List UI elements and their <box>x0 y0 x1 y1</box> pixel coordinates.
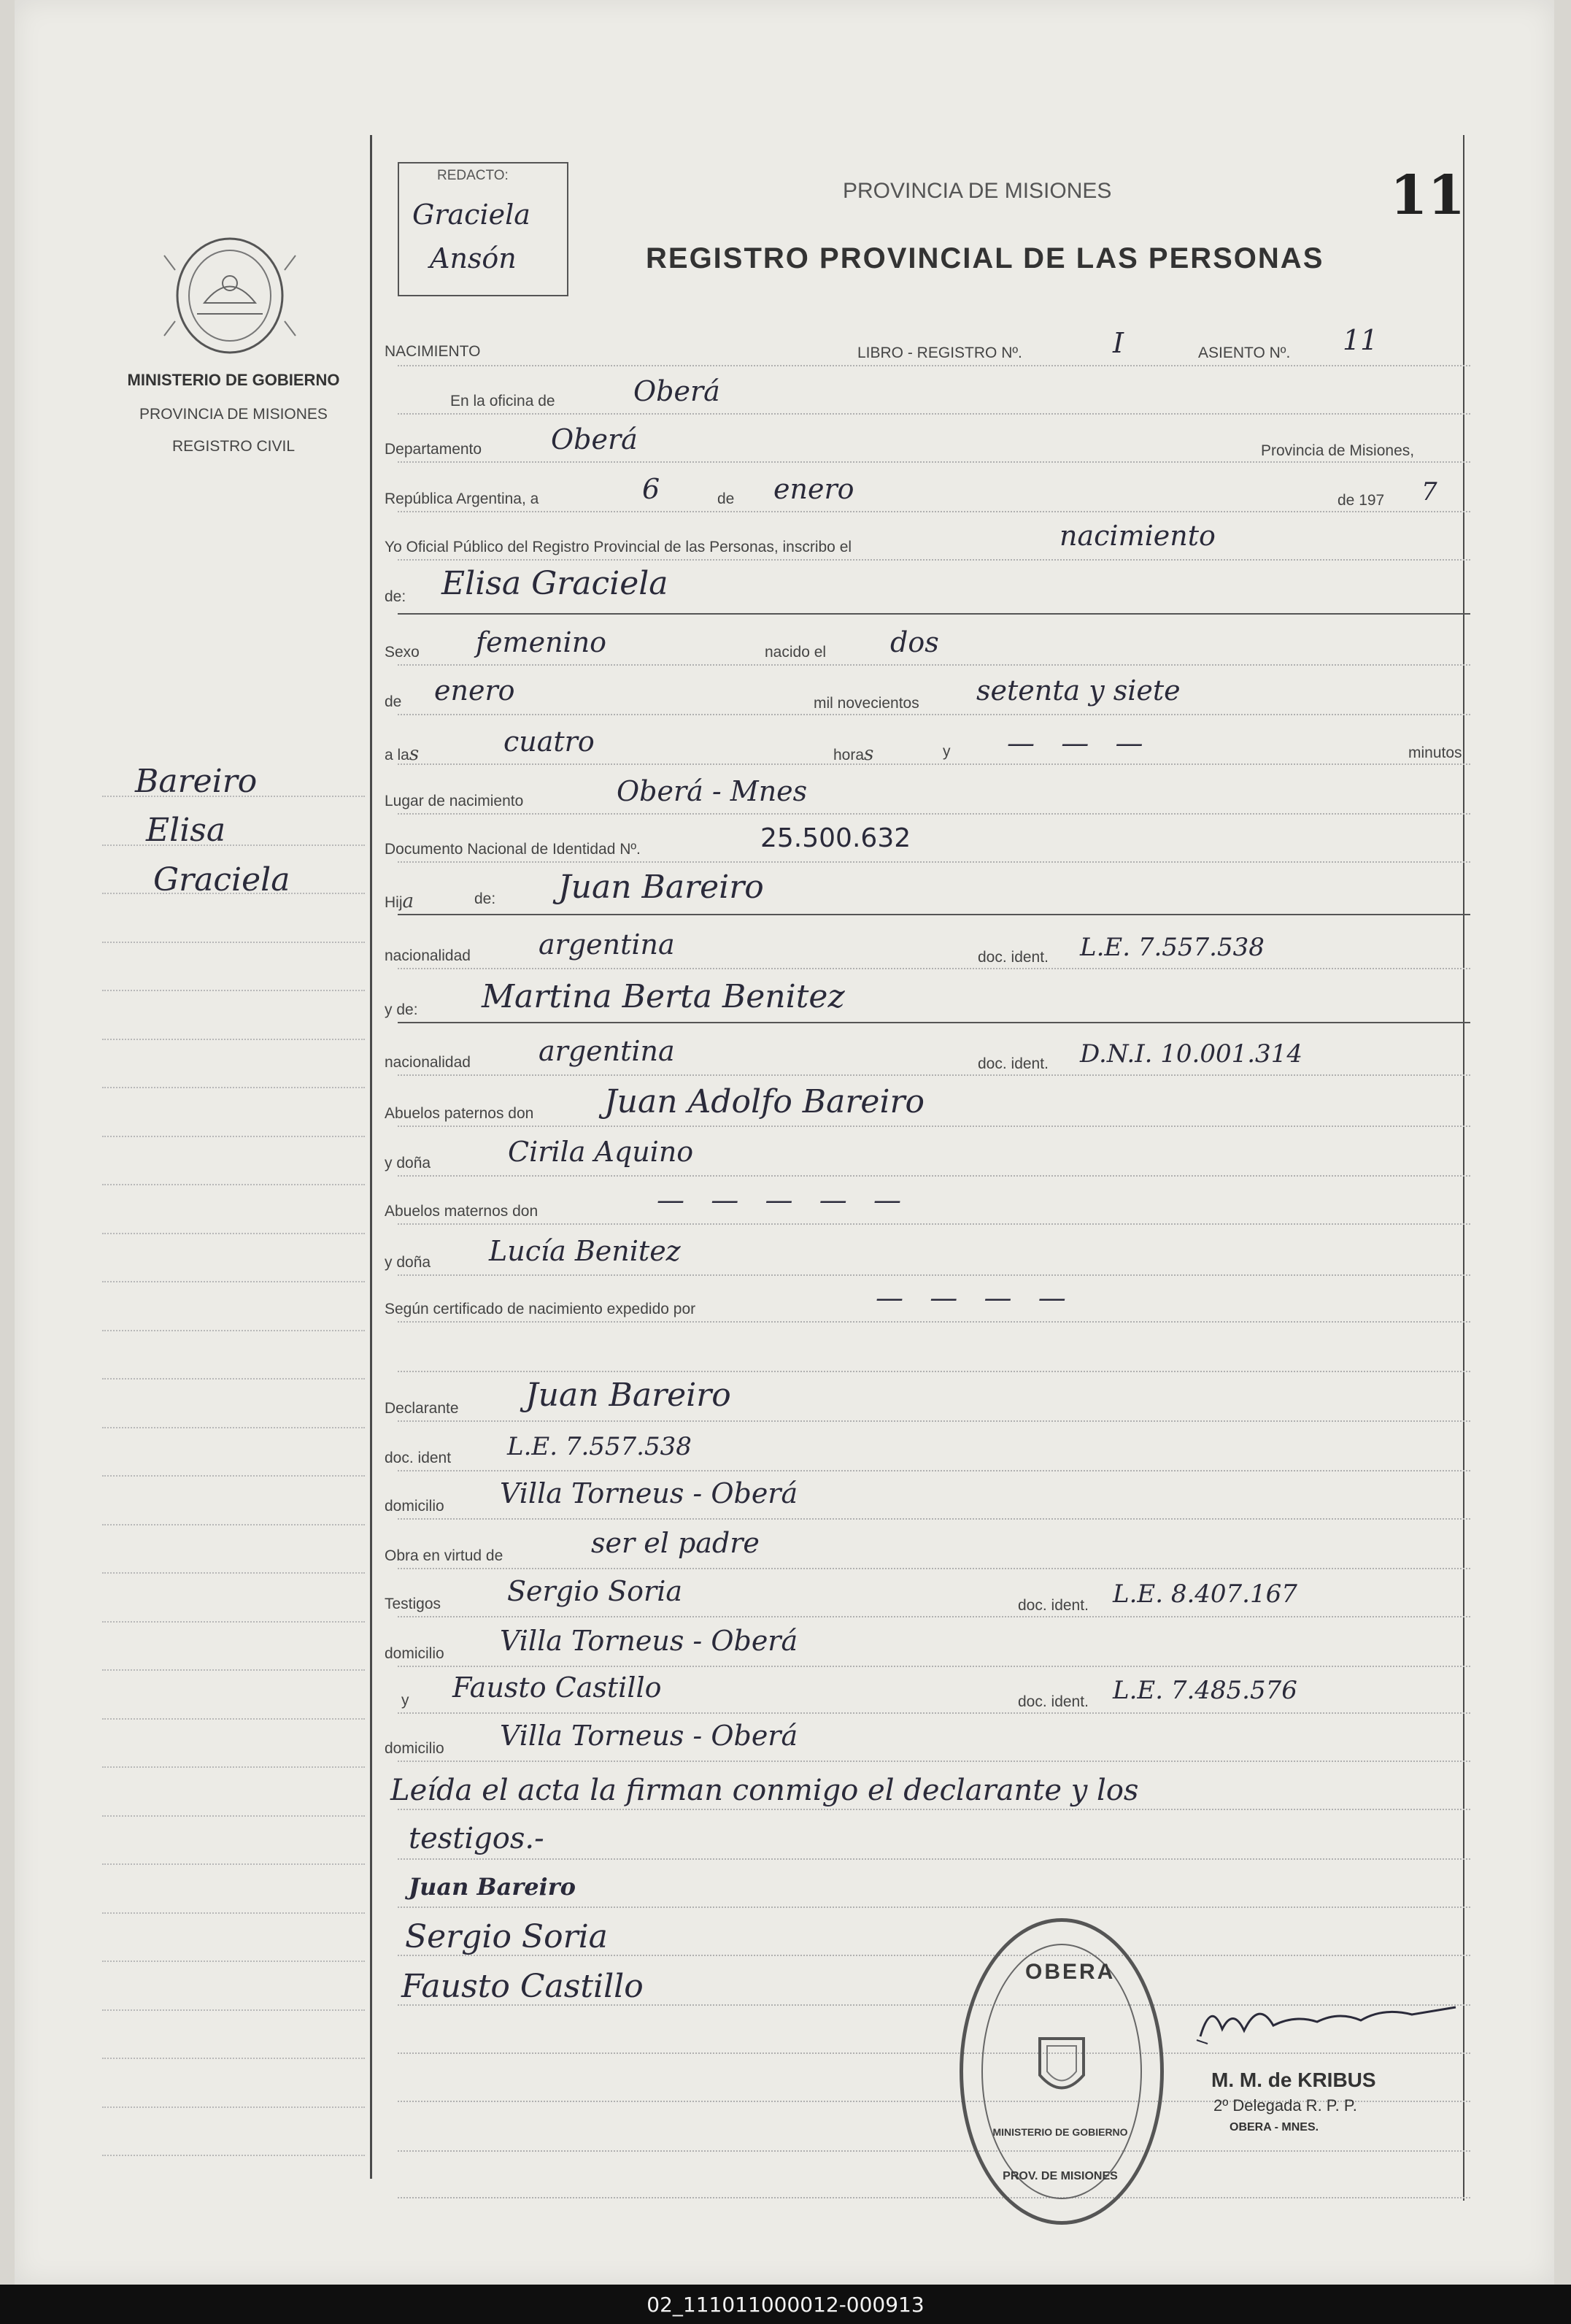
domicilio2-label: domicilio <box>385 1645 444 1662</box>
tdoc2-value: L.E. 7.485.576 <box>1113 1676 1297 1705</box>
margin-rule-line <box>102 1524 365 1525</box>
libro-label: LIBRO - REGISTRO Nº. <box>857 345 1022 361</box>
signature-testigo1: Sergio Soria <box>405 1918 608 1955</box>
margin-rule-line <box>102 942 365 943</box>
anio-value: 7 <box>1421 477 1437 507</box>
nac1-label: nacionalidad <box>385 947 471 964</box>
nacido-label: nacido el <box>765 644 827 661</box>
margin-rule-line <box>102 1233 365 1234</box>
official-signature <box>1193 1985 1463 2051</box>
margin-rule-line <box>102 2106 365 2108</box>
official-place: OBERA - MNES. <box>1230 2121 1319 2133</box>
form-rule-line <box>398 2150 1470 2152</box>
madre-value: Martina Berta Benitez <box>482 978 845 1015</box>
signature-declarante: Juan Bareiro <box>409 1873 576 1901</box>
domicilio2-value: Villa Torneus - Oberá <box>500 1625 798 1657</box>
margin-rule-line <box>102 1475 365 1477</box>
abm-label: Abuelos maternos don <box>385 1203 539 1220</box>
margin-rule-line <box>102 1669 365 1671</box>
doc1-value: L.E. 7.557.538 <box>1080 933 1265 962</box>
margin-note-surname: Bareiro <box>135 763 258 800</box>
doc1-label: doc. ident. <box>978 949 1049 966</box>
tdoc1-label: doc. ident. <box>1018 1597 1089 1614</box>
doc2-label: doc. ident. <box>978 1055 1049 1072</box>
ydona1-label: y doña <box>385 1155 431 1171</box>
form-rule-line <box>398 1518 1470 1520</box>
margin-rule-line <box>102 1621 365 1623</box>
form-rule-line <box>398 2197 1470 2198</box>
margin-rule-line <box>102 796 365 797</box>
oficial-value: nacimiento <box>1059 520 1216 552</box>
form-rule-line <box>398 813 1470 815</box>
margin-rule-line <box>102 1330 365 1331</box>
nombre-value: Elisa Graciela <box>441 565 668 602</box>
form-rule-line <box>398 1274 1470 1276</box>
sexo-value: femenino <box>476 626 607 658</box>
form-rule-line <box>398 664 1470 666</box>
form-rule-line <box>398 763 1470 765</box>
anio-label: de 197 <box>1338 492 1385 509</box>
nac1-value: argentina <box>539 928 675 961</box>
form-rule-line <box>398 1712 1470 1714</box>
form-rule-line <box>398 1906 1470 1908</box>
redacto-label: REDACTO: <box>437 168 509 183</box>
abm-value: — — — — — <box>657 1184 901 1216</box>
nac2-value: argentina <box>539 1035 675 1067</box>
minutos-dashes: — — — <box>1007 727 1143 759</box>
testigos-label: Testigos <box>385 1596 441 1612</box>
stamp-ministerio: MINISTERIO DE GOBIERNO <box>992 2126 1128 2138</box>
right-margin-rule <box>1463 135 1464 2201</box>
margin-note-first-name: Elisa <box>146 812 226 849</box>
margin-rule-line <box>102 1039 365 1040</box>
mes-value: enero <box>773 473 854 505</box>
margin-rule-line <box>102 844 365 846</box>
de3-label: de <box>385 693 402 710</box>
form-rule-line <box>398 714 1470 715</box>
oficina-label: En la oficina de <box>450 393 555 409</box>
form-rule-line <box>398 461 1470 463</box>
image-caption: 02_111011000012-000913 <box>646 2292 925 2317</box>
oficial-label: Yo Oficial Público del Registro Provincial de las Personas, inscribo el <box>385 539 852 555</box>
testigo1-value: Sergio Soria <box>507 1575 683 1607</box>
domicilio3-value: Villa Torneus - Oberá <box>500 1720 798 1752</box>
dia-value: 6 <box>642 473 660 505</box>
asiento-label: ASIENTO Nº. <box>1198 345 1291 361</box>
docident-label: doc. ident <box>385 1450 452 1466</box>
hora-value: cuatro <box>503 726 595 758</box>
form-rule-line <box>398 1666 1470 1667</box>
form-rule-line <box>398 1616 1470 1617</box>
form-rule-line <box>398 1126 1470 1127</box>
form-rule-line <box>398 861 1470 863</box>
form-rule-line <box>398 1420 1470 1422</box>
asiento-value: 11 <box>1343 324 1378 356</box>
margin-rule-line <box>102 1718 365 1720</box>
y-label: y <box>943 743 951 760</box>
dni-value: 25.500.632 <box>760 823 911 853</box>
abp-label: Abuelos paternos don <box>385 1105 534 1122</box>
stamp-shield-icon <box>1036 2031 1087 2104</box>
form-rule-line <box>398 1175 1470 1177</box>
margin-rule-line <box>102 1815 365 1817</box>
declarante-label: Declarante <box>385 1400 459 1417</box>
docident-value: L.E. 7.557.538 <box>507 1432 692 1461</box>
de2-label: de: <box>385 588 406 605</box>
segun-value: — — — — <box>876 1282 1066 1314</box>
form-rule-line <box>398 1809 1470 1810</box>
hija-label: Hija <box>385 890 414 912</box>
alas-label: a las <box>385 743 420 765</box>
tdoc1-value: L.E. 8.407.167 <box>1113 1580 1297 1609</box>
testigo2-value: Fausto Castillo <box>452 1671 662 1704</box>
document-page <box>15 0 1554 2285</box>
obra-label: Obra en virtud de <box>385 1547 503 1564</box>
form-rule-line <box>398 413 1470 415</box>
margin-rule-line <box>102 2058 365 2059</box>
header-province: PROVINCIA DE MISIONES <box>843 179 1112 203</box>
margin-note-middle-name: Graciela <box>153 861 290 899</box>
header-title: REGISTRO PROVINCIAL DE LAS PERSONAS <box>646 242 1324 274</box>
nacido-value: dos <box>890 626 939 658</box>
republica-label: República Argentina, a <box>385 490 539 507</box>
departamento-value: Oberá <box>551 423 638 455</box>
ydona2-value: Lucía Benitez <box>489 1235 681 1267</box>
form-rule-line <box>398 559 1470 561</box>
form-rule-line <box>398 511 1470 512</box>
provincia-suffix: Provincia de Misiones, <box>1261 442 1415 459</box>
page-number: 11 <box>1390 164 1465 227</box>
de-label: de <box>717 490 735 507</box>
domicilio1-label: domicilio <box>385 1498 444 1515</box>
stamp-name: OBERA <box>1025 1960 1116 1984</box>
province-seal-icon <box>161 226 299 358</box>
form-rule-line <box>398 968 1470 969</box>
segun-label: Según certificado de nacimiento expedido por <box>385 1301 696 1317</box>
form-rule-line <box>398 914 1470 915</box>
obra-value: ser el padre <box>591 1527 760 1559</box>
signature-testigo2: Fausto Castillo <box>401 1968 644 2005</box>
form-rule-line <box>398 365 1470 366</box>
margin-rule-line <box>102 1378 365 1380</box>
oficina-value: Oberá <box>633 375 720 407</box>
sidebar-province: PROVINCIA DE MISIONES <box>139 406 328 423</box>
form-rule-line <box>398 1223 1470 1225</box>
closing-statement-line2: testigos.- <box>409 1822 544 1855</box>
form-rule-line <box>398 1761 1470 1762</box>
form-rule-line <box>398 1371 1470 1372</box>
dni-label: Documento Nacional de Identidad Nº. <box>385 841 641 858</box>
official-name: M. M. de KRIBUS <box>1211 2069 1376 2091</box>
margin-rule-line <box>102 2009 365 2011</box>
official-title: 2º Delegada R. P. P. <box>1213 2096 1357 2115</box>
margin-rule-line <box>102 1087 365 1088</box>
margin-rule-line <box>102 1863 365 1865</box>
tdoc2-label: doc. ident. <box>1018 1693 1089 1710</box>
mil-label: mil novecientos <box>814 695 919 712</box>
margin-rule-line <box>102 1184 365 1185</box>
form-rule-line <box>398 1858 1470 1860</box>
libro-value: I <box>1113 327 1124 359</box>
sidebar-registry: REGISTRO CIVIL <box>171 438 296 455</box>
margin-rule-line <box>102 2155 365 2156</box>
ydona1-value: Cirila Aquino <box>508 1136 694 1168</box>
form-rule-line <box>398 1470 1470 1471</box>
official-stamp <box>960 1918 1164 2225</box>
nac2-label: nacionalidad <box>385 1054 471 1071</box>
stamp-prov: PROV. DE MISIONES <box>1003 2170 1118 2182</box>
departamento-label: Departamento <box>385 441 482 458</box>
closing-statement-line1: Leída el acta la firman conmigo el declarante y los <box>390 1774 1139 1807</box>
form-rule-line <box>398 1074 1470 1076</box>
hija-de-label: de: <box>474 890 496 907</box>
margin-rule-line <box>102 1961 365 1962</box>
domicilio3-label: domicilio <box>385 1740 444 1757</box>
redacto-name-line1: Graciela <box>412 199 530 231</box>
margin-rule-line <box>102 1766 365 1768</box>
mil-value: setenta y siete <box>976 674 1181 707</box>
margin-rule-line <box>102 1912 365 1914</box>
redacto-name-line2: Ansón <box>430 242 517 274</box>
margin-rule-line <box>102 893 365 894</box>
lugar-label: Lugar de nacimiento <box>385 793 524 809</box>
margin-rule-line <box>102 1572 365 1574</box>
redacto-box <box>398 162 568 296</box>
doc2-value: D.N.I. 10.001.314 <box>1080 1039 1302 1069</box>
horas-label: horas <box>833 743 874 765</box>
sexo-label: Sexo <box>385 644 420 661</box>
lugar-value: Oberá - Mnes <box>617 775 808 807</box>
form-rule-line <box>398 613 1470 615</box>
nacimiento-label: NACIMIENTO <box>385 343 481 360</box>
abp-value: Juan Adolfo Bareiro <box>604 1083 925 1120</box>
yde-label: y de: <box>385 1001 418 1018</box>
form-rule-line <box>398 1321 1470 1323</box>
margin-rule-line <box>102 990 365 991</box>
form-rule-line <box>398 1022 1470 1023</box>
mes-nac-value: enero <box>434 674 515 707</box>
y2-label: y <box>401 1692 409 1709</box>
declarante-value: Juan Bareiro <box>525 1377 731 1414</box>
form-rule-line <box>398 2052 1470 2054</box>
margin-rule-line <box>102 1427 365 1428</box>
padre-value: Juan Bareiro <box>558 869 764 906</box>
margin-rule-line <box>102 1281 365 1282</box>
domicilio1-value: Villa Torneus - Oberá <box>500 1477 798 1509</box>
minutos-label: minutos <box>1408 744 1462 761</box>
margin-rule-line <box>102 1136 365 1137</box>
sidebar-ministry: MINISTERIO DE GOBIERNO <box>127 371 340 389</box>
form-rule-line <box>398 1568 1470 1569</box>
image-caption-bar <box>0 2285 1571 2324</box>
ydona2-label: y doña <box>385 1254 431 1271</box>
